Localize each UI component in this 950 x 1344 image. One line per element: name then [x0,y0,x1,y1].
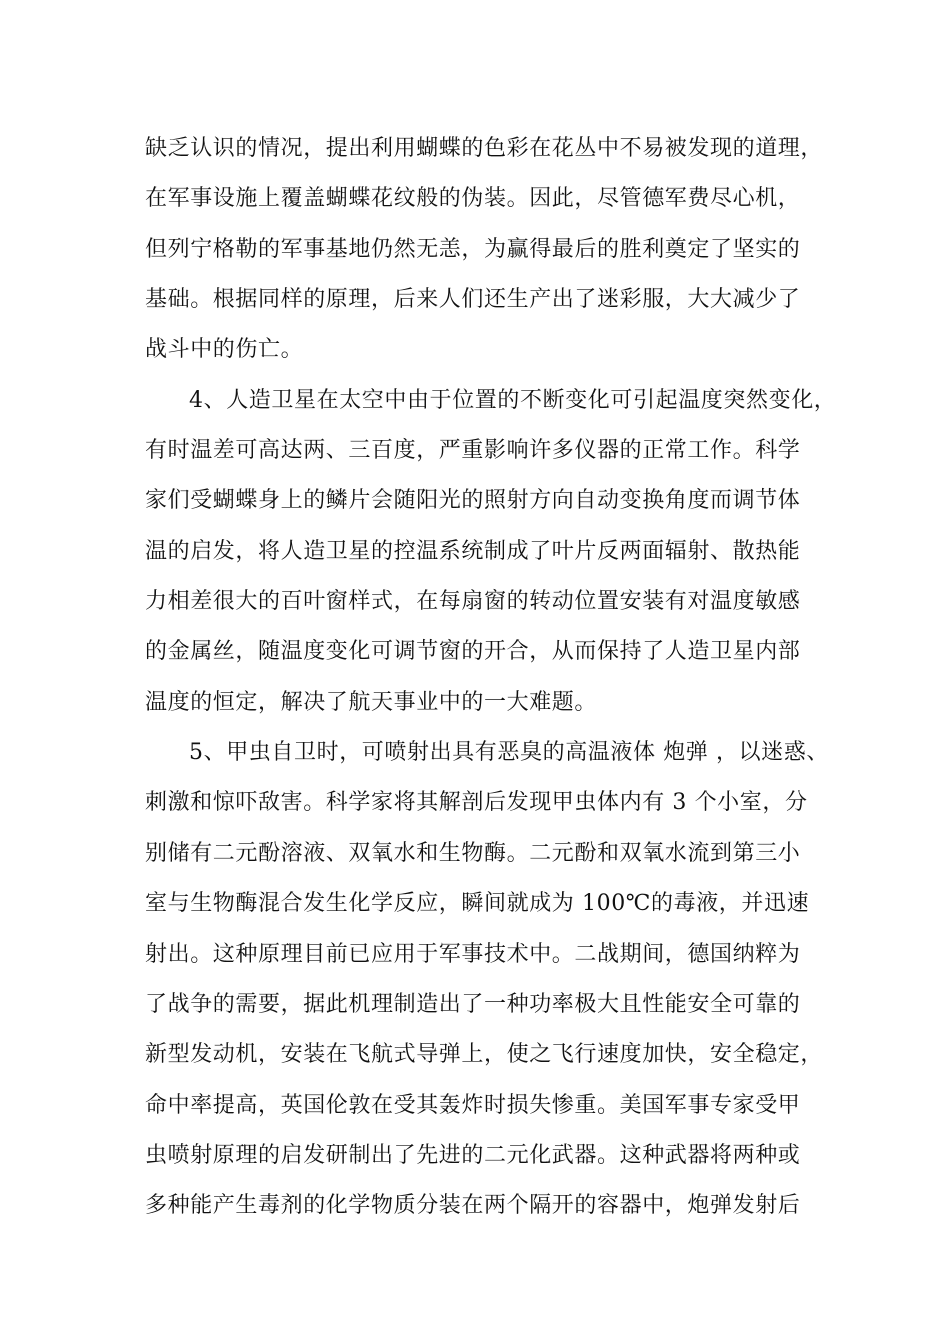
text-line: 家们受蝴蝶身上的鳞片会随阳光的照射方向自动变换角度而调节体 [145,488,801,513]
text-line: 温度的恒定，解决了航天事业中的一大难题。 [145,690,598,715]
text-line: 但列宁格勒的军事基地仍然无恙，为赢得最后的胜利奠定了坚实的 [145,237,801,262]
text-line: 刺激和惊吓敌害。科学家将其解剖后发现甲虫体内有 3 个小室，分 [145,790,808,815]
text-line: 力相差很大的百叶窗样式，在每扇窗的转动位置安装有对温度敏感 [145,589,801,614]
text-line: 的金属丝，随温度变化可调节窗的开合，从而保持了人造卫星内部 [145,639,801,664]
text-line: 缺乏认识的情况，提出利用蝴蝶的色彩在花丛中不易被发现的道理， [145,136,824,161]
text-line: 战斗中的伤亡。 [145,337,304,362]
text-line: 温的启发，将人造卫星的控温系统制成了叶片反两面辐射、散热能 [145,539,801,564]
text-line: 有时温差可高达两、三百度，严重影响许多仪器的正常工作。科学 [145,438,801,463]
text-line: 基础。根据同样的原理，后来人们还生产出了迷彩服，大大减少了 [145,287,801,312]
paragraph-4-start: 4、人造卫星在太空中由于位置的不断变化可引起温度突然变化， [189,388,837,413]
text-line: 室与生物酶混合发生化学反应，瞬间就成为 100℃的毒液，并迅速 [145,891,810,916]
text-line: 了战争的需要，据此机理制造出了一种功率极大且性能安全可靠的 [145,992,801,1017]
text-line: 命中率提高，英国伦敦在受其轰炸时损失惨重。美国军事专家受甲 [145,1093,801,1118]
text-line: 虫喷射原理的启发研制出了先进的二元化武器。这种武器将两种或 [145,1143,801,1168]
text-line: 新型发动机，安装在飞航式导弹上，使之飞行速度加快，安全稳定， [145,1042,824,1067]
paragraph-5-start: 5、甲虫自卫时，可喷射出具有恶臭的高温液体 炮弹 ，以迷惑、 [189,740,829,765]
text-line: 多种能产生毒剂的化学物质分装在两个隔开的容器中，炮弹发射后 [145,1193,801,1218]
text-line: 别储有二元酚溶液、双氧水和生物酶。二元酚和双氧水流到第三小 [145,841,801,866]
text-line: 射出。这种原理目前已应用于军事技术中。二战期间，德国纳粹为 [145,942,801,967]
text-line: 在军事设施上覆盖蝴蝶花纹般的伪装。因此，尽管德军费尽心机， [145,186,801,211]
